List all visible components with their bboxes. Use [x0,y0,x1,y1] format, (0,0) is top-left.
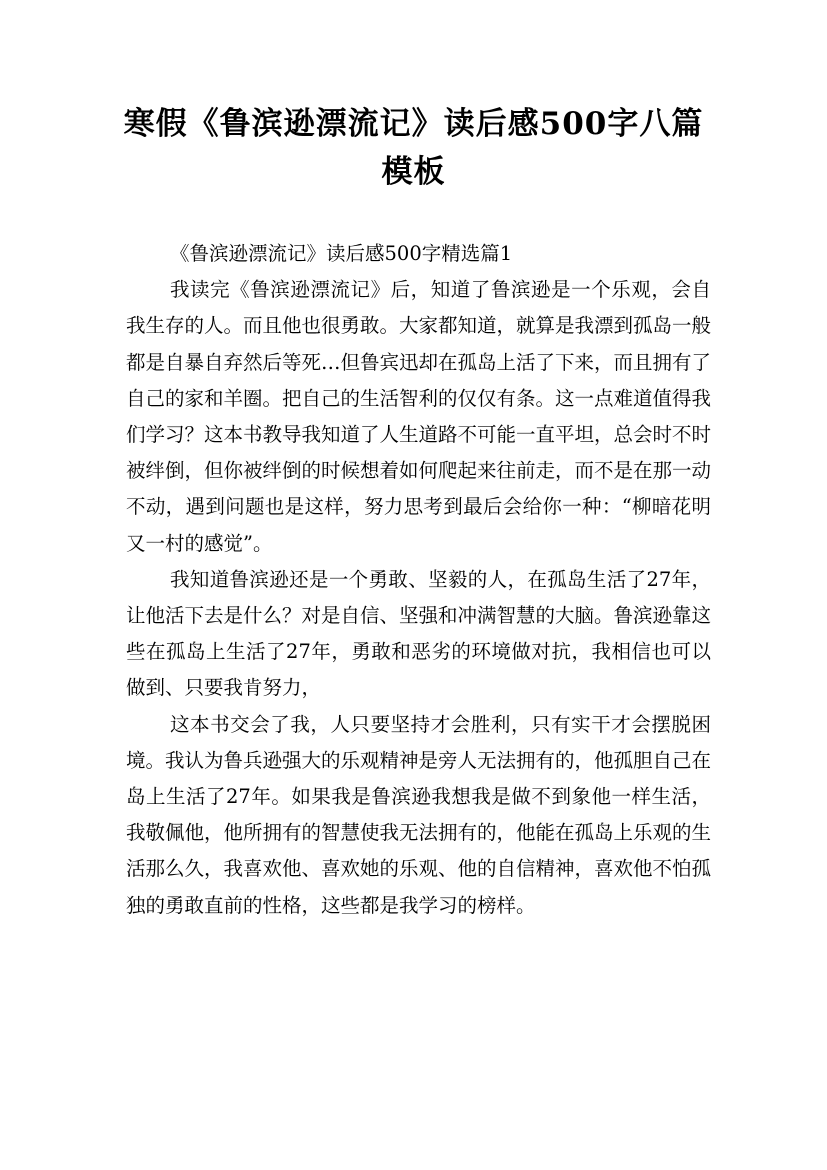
paragraph-2: 我知道鲁滨逊还是一个勇敢、坚毅的人，在孤岛生活了27年，让他活下去是什么？对是自信、坚强和冲满智慧的大脑。鲁滨逊靠这些在孤岛上生活了27年，勇敢和恶劣的环境做对抗，我相信也可以做到、只要我肯努力， [126,567,712,700]
document-title: 寒假《鲁滨逊漂流记》读后感500字八篇模板 [123,106,704,190]
paragraph-3: 这本书交会了我，人只要坚持才会胜利，只有实干才会摆脱困境。我认为鲁兵逊强大的乐观精神是旁人无法拥有的，他孤胆自己在岛上生活了27年。如果我是鲁滨逊我想我是做不到象他一样生活，我敬佩他，他所拥有的智慧使我无法拥有的，他能在孤岛上乐观的生活那么久，我喜欢他、喜欢她的乐观、他的自信精神，喜欢他不怕孤独的勇敢直前的性格，这些都是我学习的榜样。 [126,712,712,917]
section-heading: 《鲁滨逊漂流记》读后感500字精选篇1 [170,242,513,265]
paragraph-1: 我读完《鲁滨逊漂流记》后，知道了鲁滨逊是一个乐观，会自我生存的人。而且他也很勇敢。大家都知道，就算是我漂到孤岛一般都是自暴自弃然后等死…但鲁宾迅却在孤岛上活了下来，而且拥有了自己的家和羊圈。把自己的生活智利的仅仅有条。这一点难道值得我们学习？这本书教导我知道了人生道路不可能一直平坦，总会时不时被绊倒，但你被绊倒的时候想着如何爬起来往前走，而不是在那一动不动，遇到问题也是这样，努力思考到最后会给你一种：“柳暗花明又一村的感觉”。 [126,278,712,555]
document-body [126,236,711,924]
